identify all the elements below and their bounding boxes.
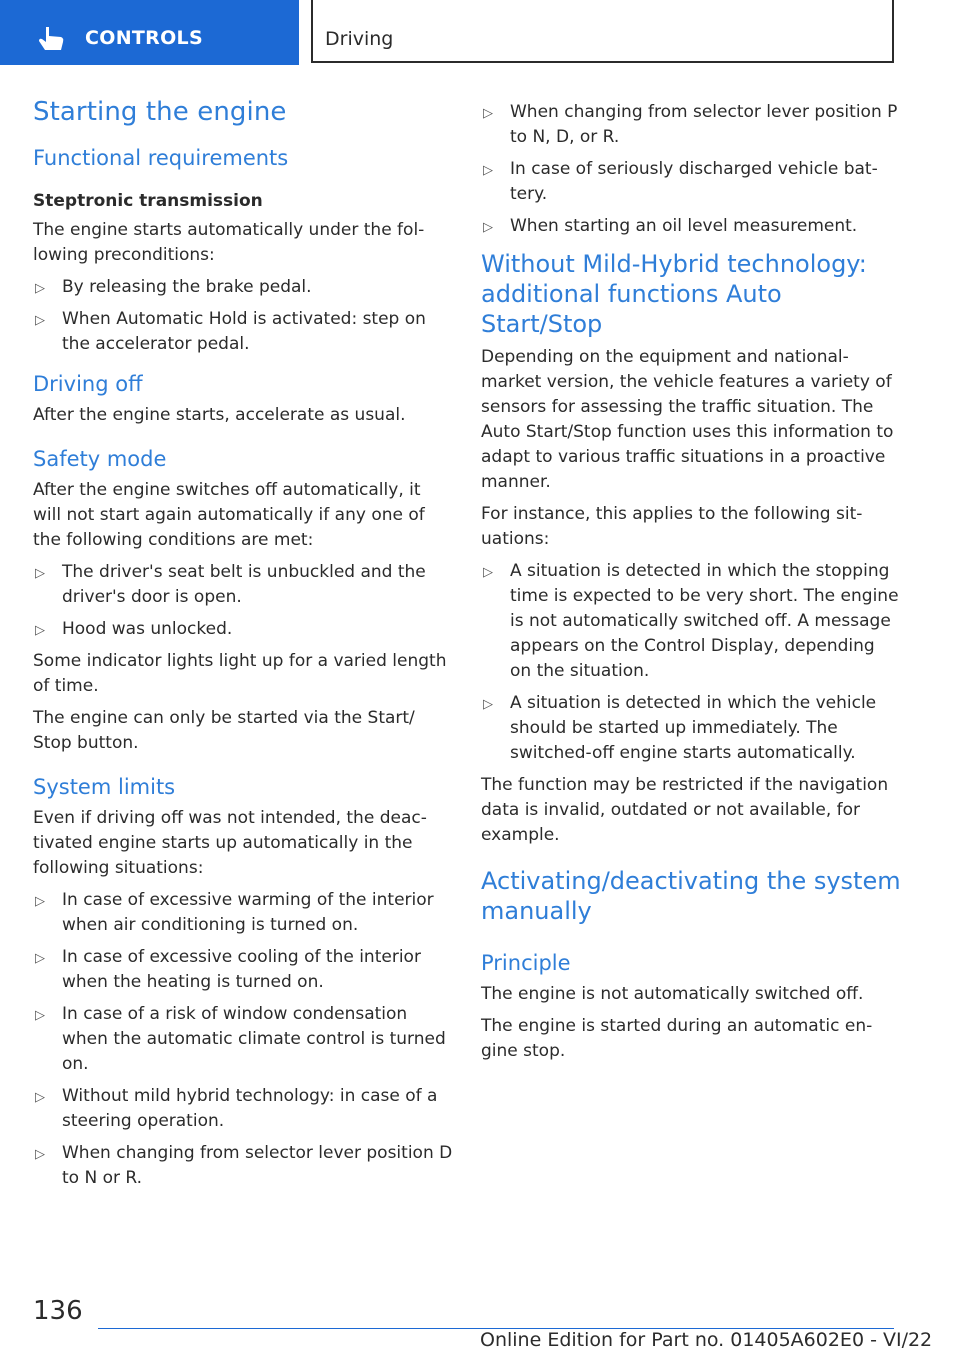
heading-mild-hybrid: Without Mild-Hybrid technology: additional functions Auto Start/Stop — [481, 250, 867, 338]
list-item: ▷ A situation is detected in which the stopping time is expected to be very short. The engine is not automatically switched off. A message appears on the Control Display, depending on the situation. — [483, 561, 899, 681]
heading-principle: Principle — [481, 951, 571, 975]
paragraph-limits: Even if driving off was not intended, the deactivated engine starts up automatically in the following situations: — [33, 808, 427, 878]
left-column — [33, 95, 453, 1198]
paragraph-mild-hybrid: Depending on the equipment and national-market version, the vehicle features a variety of sensors for assessing the traffic situation. The Auto Start/Stop function uses this information to adapt to various traffic situations in a proactive manner. — [481, 347, 894, 492]
triangle-bullet-icon: ▷ — [483, 163, 493, 178]
safety-list — [33, 560, 453, 642]
paragraph-restricted: The function may be restricted if the navigation data is invalid, outdated or not available, for example. — [481, 775, 889, 845]
instance-list — [481, 559, 901, 766]
heading-activating: Activating/deactivating the system manually — [481, 867, 901, 925]
list-item: ▷ In case of excessive warming of the interior when air conditioning is turned on. — [35, 890, 434, 935]
heading-steptronic: Steptronic transmission — [33, 191, 263, 211]
list-item: ▷ By releasing the brake pedal. — [33, 275, 453, 300]
list-item: ▷ When changing from selector lever position P to N, D, or R. — [483, 102, 898, 147]
right-column — [481, 100, 901, 1064]
paragraph-steptronic: The engine starts automatically under the following preconditions: — [33, 220, 425, 265]
continued-list — [481, 100, 901, 239]
paragraph-safety: After the engine switches off automatically, it will not start again automatically if any one of the following conditions are met: — [33, 480, 425, 550]
triangle-bullet-icon: ▷ — [35, 1147, 45, 1162]
triangle-bullet-icon: ▷ — [35, 313, 45, 328]
paragraph-principle-2: The engine is started during an automatic engine stop. — [481, 1016, 873, 1061]
triangle-bullet-icon: ▷ — [35, 951, 45, 966]
triangle-bullet-icon: ▷ — [35, 623, 45, 638]
triangle-bullet-icon: ▷ — [483, 220, 493, 235]
list-item: ▷ In case of seriously discharged vehicle battery. — [483, 159, 878, 204]
footer-edition: Online Edition for Part no. 01405A602E0 - VI/22 — [480, 1329, 933, 1351]
list-item: ▷ Hood was unlocked. — [33, 617, 453, 642]
list-item: ▷ When Automatic Hold is activated: step on the accelerator pedal. — [35, 309, 426, 354]
heading-driving-off: Driving off — [33, 372, 143, 396]
triangle-bullet-icon: ▷ — [483, 697, 493, 712]
triangle-bullet-icon: ▷ — [35, 1090, 45, 1105]
heading-safety-mode: Safety mode — [33, 447, 167, 471]
paragraph-instance: For instance, this applies to the following situations: — [481, 504, 863, 549]
triangle-bullet-icon: ▷ — [35, 566, 45, 581]
triangle-bullet-icon: ▷ — [483, 106, 493, 121]
triangle-bullet-icon: ▷ — [35, 281, 45, 296]
list-item: ▷ A situation is detected in which the vehicle should be started up immediately. The switched-off engine starts automatically. — [483, 693, 877, 763]
page-number: 136 — [33, 1296, 83, 1326]
heading-functional-requirements: Functional requirements — [33, 146, 289, 170]
list-item: ▷ In case of excessive cooling of the interior when the heating is turned on. — [35, 947, 421, 992]
paragraph-indicator: Some indicator lights light up for a varied length of time. — [33, 651, 447, 696]
triangle-bullet-icon: ▷ — [483, 565, 493, 580]
list-item: ▷ When changing from selector lever position D to N or R. — [35, 1143, 453, 1188]
paragraph-start-stop: The engine can only be started via the Start/ Stop button. — [33, 708, 415, 753]
list-item: ▷ When starting an oil level measurement. — [481, 214, 901, 239]
paragraph-principle-1: The engine is not automatically switched off. — [481, 984, 864, 1004]
requirements-list — [33, 275, 453, 357]
heading-starting-engine: Starting the engine — [33, 97, 287, 127]
triangle-bullet-icon: ▷ — [35, 1008, 45, 1023]
list-item: ▷ Without mild hybrid technology: in case of a steering operation. — [35, 1086, 438, 1131]
heading-system-limits: System limits — [33, 775, 176, 799]
limits-list — [33, 888, 453, 1191]
chapter-box — [311, 0, 894, 63]
section-title: CONTROLS — [85, 27, 203, 49]
paragraph-driving-off: After the engine starts, accelerate as usual. — [33, 405, 406, 425]
hand-pointer-icon — [37, 26, 65, 52]
list-item: ▷ In case of a risk of window condensation when the automatic climate control is turned on. — [35, 1004, 446, 1074]
list-item: ▷ The driver's seat belt is unbuckled and the driver's door is open. — [35, 562, 426, 607]
header-section-tab — [0, 0, 299, 65]
chapter-title: Driving — [325, 28, 394, 50]
triangle-bullet-icon: ▷ — [35, 894, 45, 909]
